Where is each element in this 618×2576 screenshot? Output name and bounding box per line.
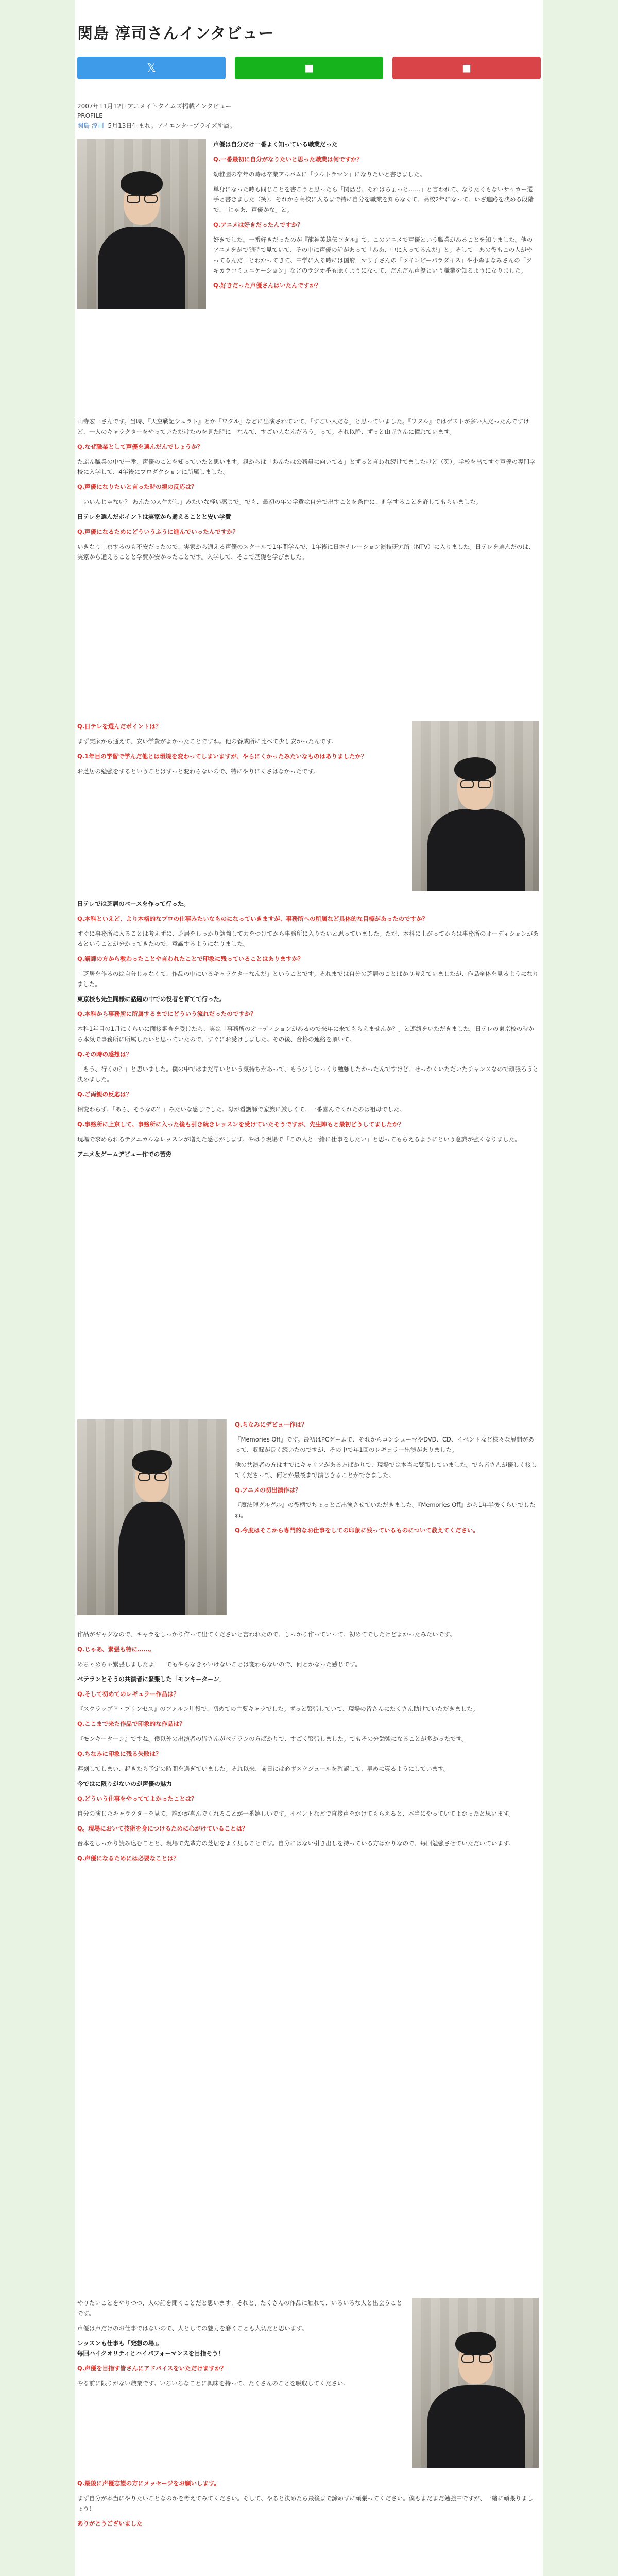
interview-answer: 本科1年目の1月にくらいに面接審査を受けたら、実は「事務所のオーディションがあるので来年に来てもらえませんか？」と連絡をいただきました。日テレの東京校の時から本気で事務所に所属したいと思っていたので、すぐにお受けしました。その後、合格の連絡を頂いて。 [77,1025,535,1043]
interview-answer: 現場で求められるテクニカルなレッスンが増えた感じがします。やはり現場で「この人と一緒に仕事をしたい」と思ってもらえるようにという意識が強くなりました。 [77,1136,521,1143]
share-line-button[interactable] [235,57,383,79]
interview-question: Q.ご両親の反応は？ [77,1091,132,1098]
interview-answer: まず自分が本当にやりたいことなのかを考えてみてください。そして、やると決めたら最後まで諦めずに頑張ってください。僕もまだまだ勉強中ですが、一緒に頑張りましょう！ [77,2495,534,2512]
interview-question: Q.好きだった声優さんはいたんですか？ [213,282,321,289]
interview-question: Q.本科から事務所に所属するまでにどういう流れだったのですか？ [77,1010,256,1018]
interview-answer: 単身になった時も同じことを書こうと思ったら「関島君、それはちょっと……」と言われて、なりたくもないサッカー選手と書きました（笑）。それから高校に入るまで特に自分を職業を知らなくて、高校2年になって、いざ進路を決める段階で、「じゃあ、声優かな」と。 [213,185,534,213]
share-pinterest-button[interactable] [392,57,541,79]
section-heading: 東京校も先生同様に話題の中での役者を育てて行った。 [77,995,226,1003]
interview-answer: 相変わらず、「あら、そうなの？」みたいな感じでした。母が看護師で家族に厳しくて、一番喜んでくれたのは祖母でした。 [77,1106,406,1113]
article-meta [77,101,236,131]
share-x-button[interactable] [77,57,226,79]
interview-answer: 他の共演者の方はすでにキャリアがある方ばかりで、現場では本当に緊張していました。でも皆さんが優しく接してくださって、何とか最後まで演じきることができました。 [235,1461,537,1479]
pinterest-icon: ◼ [461,61,472,75]
section-heading: レッスンも仕事も「発想の場」。 毎回ハイクオリティとハイパフォーマンスを目指そう！ [77,2340,224,2357]
interview-answer: 『モンキーターン』ですね。僕以外の出演者の皆さんがベテランの方ばかりで、すごく緊張しました。でもその分勉強になることが多かったです。 [77,1735,468,1742]
interview-answer: まず実家から通えて、安い学費がよかったことですね。他の養成所に比べて少し安かったんです。 [77,738,337,745]
profile-text: 5月13日生まれ。アイエンターブライズ所属。 [108,122,236,129]
interview-question: Q.声優になりたいと言った時の親の反応は？ [77,483,197,490]
interview-question: Q.声優を目指す皆さんにアドバイスをいただけますか？ [77,2365,227,2372]
profile-link[interactable]: 関島 淳司 [77,122,104,129]
section-heading: 今ではに限りがないのが声優の魅力 [77,1780,172,1787]
interview-question: Q.その時の感想は？ [77,1050,132,1058]
section-2 [77,721,405,781]
section-4 [235,1419,539,1540]
interview-question: Q.講師の方から教わったことや言われたことで印象に残っていることはありますか？ [77,955,304,962]
interview-answer: やる前に限りがない職業です。いろいろなことに興味を持って、たくさんのことを吸収してください。 [77,2380,349,2387]
section-7 [77,2478,539,2533]
section-6 [77,2298,405,2393]
intro-text [213,139,538,295]
interview-answer: 『魔法陣グルグル』の役柄でちょっとご出演させていただきました。『Memories Off』から1年半後くらいでしたね。 [235,1501,536,1519]
x-icon: 𝕏 [147,61,156,75]
interview-question: Q.最後に声優志望の方にメッセージをお願いします。 [77,2480,220,2487]
interview-answer: いきなり上京するのも不安だったので、実家から通える声優のスクールで1年間学んで、1年後に日本ナレーション演技研究所（NTV）に入りました。日テレを選んだのは、実家から通えることと学費が安かったことです。入学して、そこで基礎を学びました。 [77,543,535,561]
interview-question: Q.アニメの初出演作は？ [235,1486,301,1494]
profile-label: PROFILE [77,112,103,120]
interview-question: Q.事務所に上京して、事務所に入った後も引き続きレッスンを受けていたそうですが、先生陣もと最初どうしてましたか？ [77,1121,404,1128]
interview-answer: 「いいんじゃない？ あんたの人生だし」みたいな軽い感じで。でも、最初の年の学費は自分で出すことを条件に、進学することを許してもらいました。 [77,498,482,505]
interview-answer: 『Memories Off』です。最初はPCゲームで、それからコンシューマやDVD、CD、イベントなど様々な展開があって、収録が長く続いたのですが、その中で年1回のレギュラー出演がありました。 [235,1436,534,1453]
profile-row [77,121,236,131]
section-1 [77,416,539,567]
interview-question: Q.本科といえど、より本格的なプロの仕事みたいなものになっていきますが、事務所への所属など具体的な目標があったのですか？ [77,915,428,922]
interview-photo-2 [412,721,539,891]
interview-answer: たぶん職業の中で一番、声優のことを知っていたと思います。親からは「あんたは公務員に向いてる」とずっと言われ続けてましたけど（笑）。学校を出てすぐ声優の専門学校に入学して、4年後にプロダクションに所属しました。 [77,458,536,476]
interview-question: Q.一番最初に自分がなりたいと思った職業は何ですか？ [213,156,363,163]
interview-question: Q.日テレを選んだポイントは？ [77,723,162,730]
interview-answer: 山寺宏一さんです。当時、『天空戦記シュラト』とか『ワタル』などに出演されていて、「すごい人だな」と思っていました。『ワタル』ではゲストが多い人だったんですけど、一人のキャラクターをやっていただけたのを見た時に「なんて、すごい人なんだろう」って。それ以降、ずっと山寺さんに憧れています。 [77,418,529,435]
page-title: 関島 淳司さんインタビュー [77,25,274,43]
interview-answer: すぐに事務所に入ることは考えずに、芝居をしっかり勉強して力をつけてから事務所に入りたいと思っていました。ただ、本科に上がってからは事務所のオーディションがあるということが分かってきたので、意識するようになりました。 [77,930,539,947]
page [75,0,543,2576]
interview-question: ありがとうございました [77,2520,143,2527]
interview-answer: 幼稚園の卒年の時は卒業アルバムに「ウルトラマン」になりたいと書きました。 [213,171,426,178]
interview-question: Q.じゃあ、緊張も特に……。 [77,1646,156,1653]
interview-question: Q.1年目の学習で学んだ他とは環境を変わってしまいますが、やらにくかったみたいなものはありましたか？ [77,753,367,760]
article [75,0,543,2576]
interview-answer: めちゃめちゃ緊張しましたよ！ でもやらなきゃいけないことは変わらないので、何とかなった感じです。 [77,1660,361,1668]
interview-question: Q.ここまで来た作品で印象的な作品は？ [77,1720,185,1727]
interview-answer: 「もう、行くの？」と思いました。僕の中ではまだ早いという気持ちがあって、もう少しじっくり勉強したかったんですけど、せっかくいただいたチャンスなので頑張ろうと決めました。 [77,1065,539,1083]
interview-answer: お芝居の勉強をするということはずっと変わらないので、特にやりにくさはなかったです。 [77,768,319,775]
interview-answer: 自分の演じたキャラクターを見て、誰かが喜んでくれることが一番嬉しいです。イベントなどで直接声をかけてもらえると、本当にやっていてよかったと思います。 [77,1810,514,1817]
interview-answer: 『スクラップド・プリンセス』のフォルン川役で、初めての主要キャラでした。ずっと緊張していて、現場の皆さんにたくさん助けていただきました。 [77,1705,479,1713]
interview-photo-1 [77,139,206,309]
section-heading: アニメ＆ゲームデビュー作での苦労 [77,1150,172,1158]
section-5 [77,1629,539,1868]
interview-answer: 好きでした。一番好きだったのが『龍神英雄伝ワタル』で、このアニメで声優という職業があることを知りました。他のアニメをがで随時で見ていて、その中に声優の話があって「ああ、中に入ってるんだ」と。そして「あの役もこの人がやってるんだ」とわかってきて、中学に入る時には国府田マリ子さんの「ツインビーパラダイス」や小森まなみさんの「ツキカラコミュニケーション」などのラジオ番も聴くようになって、だんだん声優という職業を知るようになりました。 [213,236,533,274]
interview-question: Q.今度はそこから専門的なお仕事をしての印象に残っているものについて教えてください。 [235,1527,479,1534]
interview-photo-3 [77,1419,227,1615]
interview-question: Q.なぜ職業として声優を選んだんでしょうか？ [77,443,203,450]
interview-answer: 「芝居を作るのは自分じゃなくて、作品の中にいるキャラクターなんだ」ということです。それまでは自分の芝居のことばかり考えていましたが、作品全体を見るようになりました。 [77,970,539,988]
interview-question: Q。現場において技術を身につけるために心がけていることは？ [77,1825,248,1832]
interview-question: Q.そして初めてのレギュラー作品は？ [77,1690,180,1698]
interview-answer: 台本をしっかり読み込むことと、現場で先輩方の芝居をよく見ることです。自分にはない引き出しを持っている方ばかりなので、毎回勉強させていただいています。 [77,1840,514,1847]
interview-question: Q.ちなみに印象に残る失敗は？ [77,1750,162,1757]
line-icon: ◼ [304,61,314,75]
interview-question: Q.アニメは好きだったんですか？ [213,221,303,228]
interview-photo-4 [412,2298,539,2468]
interview-question: Q.どういう仕事をやっててよかったことは？ [77,1795,197,1802]
section-heading: 日テレを選んだポイントは実家から通えることと安い学費 [77,513,231,520]
section-3 [77,899,539,1164]
interview-answer: 声優は声だけのお仕事ではないので、人としての魅力を磨くことも大切だと思います。 [77,2325,308,2332]
section-heading: 声優は自分だけ一番よく知っている職業だった [213,141,338,148]
interview-answer: やりたいことをやりつつ、人の話を聞くことだと思います。それと、たくさんの作品に触れて、いろいろな人と出会うことです。 [77,2299,402,2317]
section-heading: ベテランとそうの共演者に緊張した「モンキーターン」 [77,1675,226,1683]
interview-question: Q.声優になるためにどういうふうに進んでいったんですか？ [77,528,239,535]
interview-question: Q.ちなみにデビュー作は？ [235,1421,307,1428]
section-heading: 日テレでは芝居のベースを作って行った。 [77,900,190,907]
interview-answer: 遅刻してしまい、起きたら予定の時間を過ぎていました。それ以来、前日には必ずスケジュールを確認して、早めに寝るようにしています。 [77,1765,450,1772]
publish-date: 2007年11月12日アニメイトタイムズ掲載インタビュー [77,103,232,110]
interview-question: Q.声優になるためには必要なことは？ [77,1855,180,1862]
interview-answer: 作品がギャグなので、キャラをしっかり作って出てくださいと言われたので、しっかり作っていって、初めてでしたけどよかったみたいです。 [77,1631,456,1638]
